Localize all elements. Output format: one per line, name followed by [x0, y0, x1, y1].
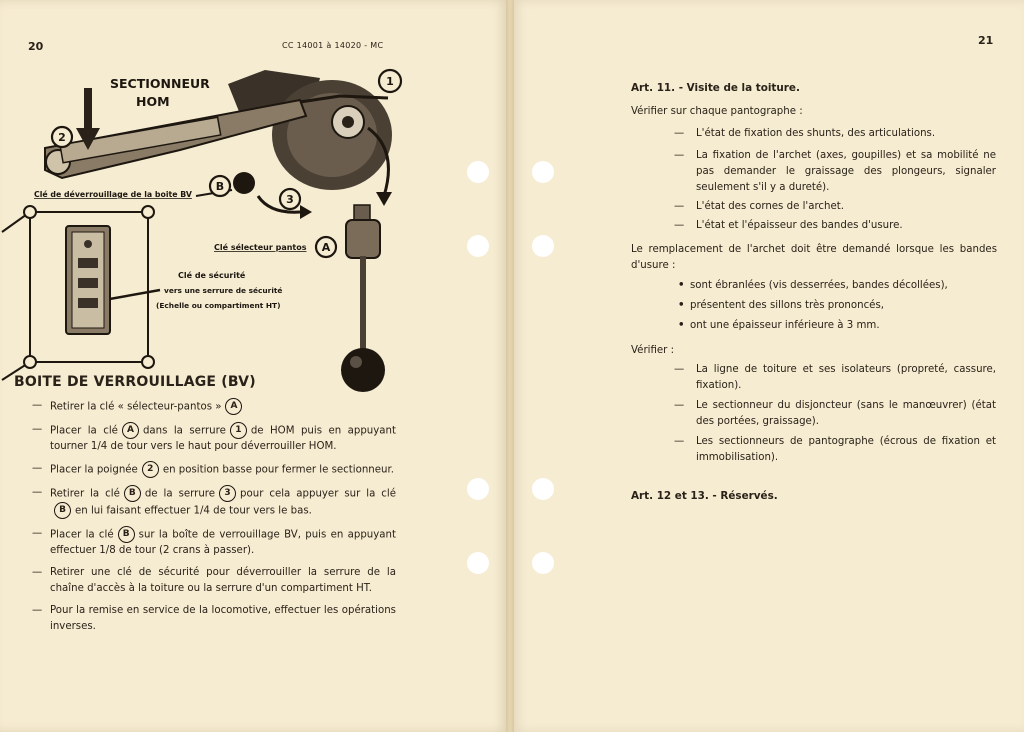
- label-cle-deverrouillage: Clé de déverrouillage de la boite BV: [34, 190, 192, 199]
- step-text: de HOM puis en appuyant tourner 1/4 de tour vers le haut pour déverrouiller HOM.: [50, 425, 396, 452]
- marker-2: [52, 127, 72, 147]
- step-text: en position basse pour fermer le sectionneur.: [162, 464, 394, 476]
- marker-1-label: 1: [386, 75, 394, 88]
- check-text: La fixation de l'archet (axes, goupilles) et sa mobilité ne pas demander le graissage des plongeurs, signaler seulement s'il y a dureté).: [696, 150, 996, 193]
- dash-marker: —: [674, 128, 685, 139]
- bullet-text: présentent des sillons très prononcés,: [690, 300, 884, 311]
- step-text: Placer la poignée: [50, 464, 138, 476]
- marker-1: [379, 70, 401, 92]
- marker-2-label: 2: [58, 131, 66, 144]
- check-text: Le sectionneur du disjoncteur (sans le manœuvrer) (état des portées, graissage).: [696, 400, 996, 427]
- step-text: Retirer une clé de sécurité pour déverrouiller la serrure de la chaîne d'accès à la toiture ou la serrure d'un compartiment HT.: [50, 567, 396, 594]
- marker-3-label: 3: [286, 193, 294, 206]
- step-text: Retirer la clé: [50, 488, 120, 499]
- page-header: CC 14001 à 14020 - MC: [282, 41, 384, 50]
- step-text: dans la serrure: [142, 425, 226, 436]
- label-cle-selecteur: Clé sélecteur pantos: [214, 243, 307, 252]
- verify-label: Vérifier :: [631, 345, 675, 356]
- dash-marker: —: [674, 400, 685, 411]
- step-text: Pour la remise en service de la locomotive, effectuer les opérations inverses.: [50, 605, 396, 632]
- dash-marker: —: [674, 436, 685, 447]
- label-cle-securite-3: (Echelle ou compartiment HT): [156, 301, 281, 310]
- bullet-item: [674, 278, 996, 294]
- binder-hole: [467, 161, 489, 183]
- step-text: Placer la clé: [50, 425, 118, 436]
- check-item: [674, 148, 996, 196]
- check-text: L'état et l'épaisseur des bandes d'usure.: [696, 220, 903, 231]
- step-item: [32, 565, 396, 597]
- dash-marker: —: [674, 201, 685, 212]
- check-item: [674, 126, 996, 142]
- bullet-item: [674, 298, 996, 314]
- step-text: Retirer la clé « sélecteur-pantos »: [50, 401, 222, 413]
- circled-marker: B: [124, 485, 141, 502]
- article-11-title: Art. 11. - Visite de la toiture.: [631, 82, 800, 94]
- marker-a: [316, 237, 336, 257]
- circled-marker: 2: [142, 461, 159, 478]
- selector-handle: [341, 205, 385, 392]
- bullet-marker: •: [678, 280, 685, 291]
- circled-marker: 3: [219, 485, 236, 502]
- check-item: [674, 362, 996, 394]
- key-b-knob: [233, 172, 255, 194]
- step-item: [32, 461, 396, 479]
- dash-marker: —: [674, 220, 685, 231]
- bullet-marker: •: [678, 300, 685, 311]
- circled-marker: 1: [230, 422, 247, 439]
- marker-b: [210, 176, 230, 196]
- check-item: [674, 199, 996, 215]
- check-item: [674, 434, 996, 466]
- step-text: Placer la clé: [50, 529, 114, 540]
- check-text: L'état de fixation des shunts, des articulations.: [696, 128, 936, 139]
- bullet-text: sont ébranlées (vis desserrées, bandes décollées),: [690, 280, 948, 291]
- binder-hole: [467, 478, 489, 500]
- verify-each-pantographe: Vérifier sur chaque pantographe :: [631, 106, 803, 117]
- page-number-right: 21: [978, 34, 994, 47]
- step-text: en lui faisant effectuer 1/4 de tour vers le bas.: [75, 505, 312, 517]
- circled-marker: B: [54, 502, 71, 519]
- check-item: [674, 398, 996, 430]
- bullet-item: [674, 318, 996, 334]
- label-sectionneur: SECTIONNEUR: [110, 76, 210, 91]
- binding-gutter: [506, 0, 514, 732]
- binder-hole: [467, 235, 489, 257]
- circled-marker: A: [122, 422, 139, 439]
- bullet-text: ont une épaisseur inférieure à 3 mm.: [690, 320, 880, 331]
- binder-hole: [532, 161, 554, 183]
- binder-hole: [532, 235, 554, 257]
- check-item: [674, 218, 996, 234]
- procedure-steps: [32, 398, 396, 641]
- check-text: L'état des cornes de l'archet.: [696, 201, 844, 212]
- step-item: [32, 526, 396, 560]
- replacement-text: Le remplacement de l'archet doit être demandé lorsque les bandes d'usure :: [631, 244, 997, 271]
- step-text: de la serrure: [144, 488, 216, 499]
- step-item: [32, 485, 396, 520]
- article-12-title: Art. 12 et 13. - Réservés.: [631, 490, 778, 502]
- step-item: [32, 398, 396, 416]
- circled-marker: B: [118, 526, 135, 543]
- step-item: [32, 603, 396, 635]
- mechanism-diagram: [0, 60, 420, 400]
- label-cle-securite-2: vers une serrure de sécurité: [164, 286, 283, 295]
- label-cle-securite-1: Clé de sécurité: [178, 271, 246, 280]
- arrow-head-icon: [300, 205, 312, 219]
- arrow-head-icon: [376, 192, 392, 206]
- step-item: [32, 422, 396, 456]
- verrouillage-box: [2, 206, 154, 380]
- step-text: sur la boîte de verrouillage BV, puis en appuyant effectuer 1/8 de tour (2 crans à passer).: [50, 529, 396, 556]
- marker-b-label: B: [215, 180, 225, 193]
- pointer-arrow-icon: [104, 290, 160, 300]
- marker-a-label: A: [321, 241, 331, 254]
- label-hom: HOM: [136, 94, 170, 109]
- binder-hole: [532, 552, 554, 574]
- circled-marker: A: [225, 398, 242, 415]
- binder-hole: [532, 478, 554, 500]
- page-number-left: 20: [28, 40, 44, 53]
- dash-marker: —: [674, 364, 685, 375]
- marker-3: [280, 189, 300, 209]
- binder-hole: [467, 552, 489, 574]
- box-title: BOITE DE VERROUILLAGE (BV): [14, 374, 256, 390]
- bullet-marker: •: [678, 320, 685, 331]
- check-text: Les sectionneurs de pantographe (écrous de fixation et immobilisation).: [696, 436, 996, 463]
- check-text: La ligne de toiture et ses isolateurs (propreté, cassure, fixation).: [696, 364, 996, 391]
- step-text: pour cela appuyer sur la clé: [240, 488, 396, 499]
- dash-marker: —: [674, 150, 685, 161]
